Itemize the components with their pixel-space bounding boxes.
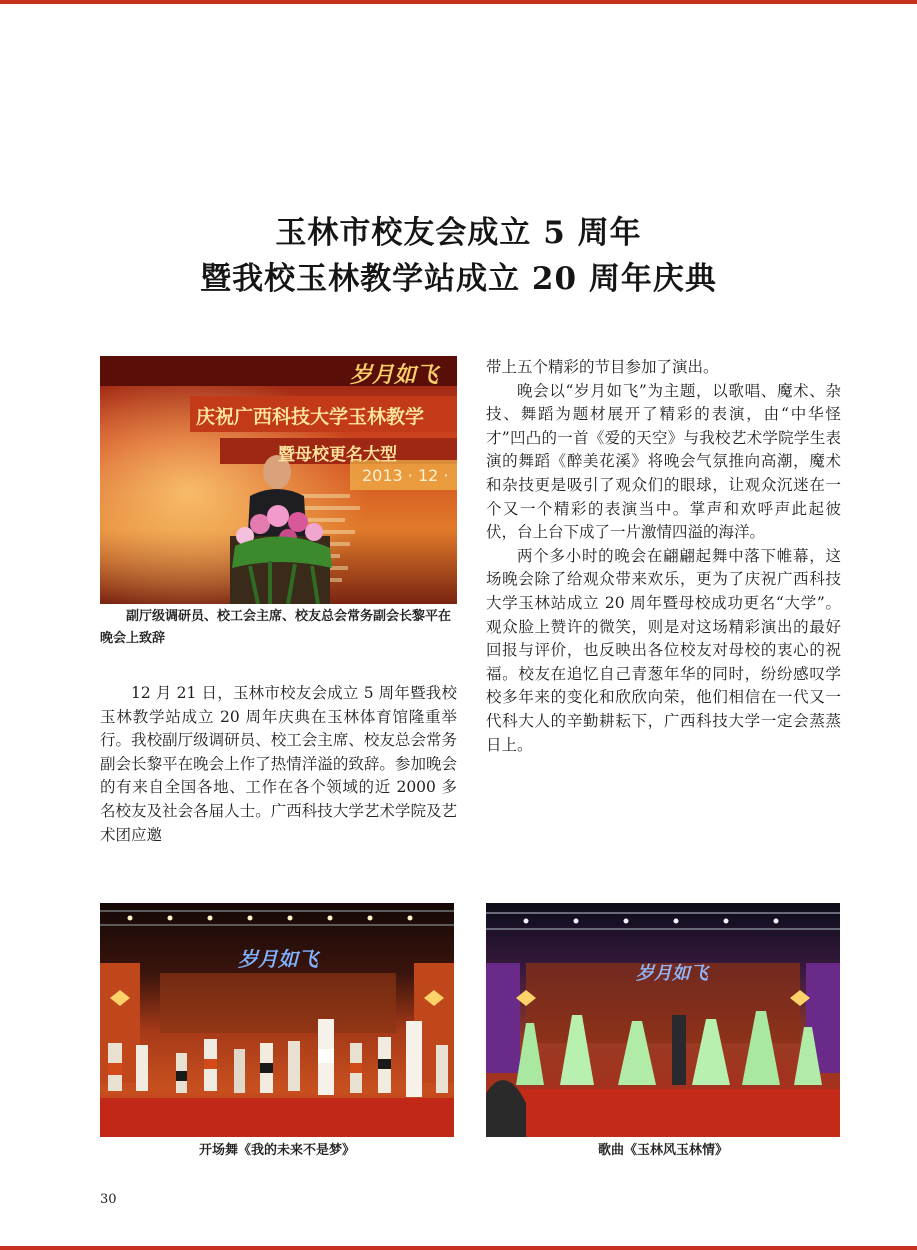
article-right-column — [486, 356, 841, 757]
song-performance-caption: 歌曲《玉林风玉林情》 — [597, 1143, 728, 1158]
opening-dance-caption: 开场舞《我的未来不是梦》 — [198, 1143, 355, 1158]
page-number: 30 — [100, 1192, 117, 1207]
page-title-line-2: 暨我校玉林教学站成立 20 周年庆典 — [200, 261, 717, 297]
article-continuation: 带上五个精彩的节目参加了演出。 — [486, 358, 719, 376]
bottom-border-rule — [0, 1246, 917, 1250]
article-paragraph: 晚会以“岁月如飞”为主题，以歌唱、魔术、杂技、舞蹈为题材展开了精彩的表演，由“中华怪才”凹凸的一首《爱的天空》与我校艺术学院学生表演的舞蹈《醉美花溪》将晚会气氛推向高潮，魔术和杂技更是吸引了观众们的眼球，让观众沉迷在一个又一个精彩的表演当中。掌声和欢呼声此起彼伏，台上台下成了一片激情四溢的海洋。 — [486, 381, 841, 542]
top-border-rule — [0, 0, 917, 4]
song-performance-photo — [486, 903, 840, 1137]
photo1-banner-date: 2013 · 12 · — [362, 466, 449, 485]
article-paragraph: 12 月 21 日，玉林市校友会成立 5 周年暨我校玉林教学站成立 20 周年庆典在玉林体育馆隆重举行。我校副厅级调研员、校工会主席、校友总会常务副会长黎平在晚会上作了热情洋溢的致辞。参加晚会的有来自全国各地、工作在各个领域的近 2000 多名校友及社会各届人士。广西科技大学艺术学院及艺术团应邀 — [100, 684, 457, 844]
photo2-banner-top: 岁月如飞 — [238, 947, 318, 971]
photo1-banner-line2: 暨母校更名大型 — [278, 445, 397, 465]
opening-dance-photo — [100, 903, 454, 1137]
article-paragraph: 两个多小时的晚会在翩翩起舞中落下帷幕，这场晚会除了给观众带来欢乐，更为了庆祝广西科技大学玉林站成立 20 周年暨母校成功更名“大学”。观众脸上赞许的微笑，则是对这场精彩演出的最好回报与评价，也反映出各位校友对母校的衷心的祝福。校友在追忆自己青葱年华的同时，纷纷感叹学校多年来的变化和欣欣向荣，他们相信在一代又一代科大人的辛勤耕耘下，广西科技大学一定会蒸蒸日上。 — [486, 546, 841, 754]
speaker-photo — [100, 356, 457, 604]
photo1-banner-line1: 庆祝广西科技大学玉林教学 — [196, 406, 425, 428]
speaker-photo-caption: 副厅级调研员、校工会主席、校友总会常务副会长黎平在晚会上致辞 — [100, 609, 452, 646]
photo1-banner-top: 岁月如飞 — [350, 363, 439, 388]
article-left-column — [100, 682, 457, 847]
page-title-line-1: 玉林市校友会成立 5 周年 — [275, 215, 642, 251]
photo3-banner-top: 岁月如飞 — [636, 963, 708, 984]
